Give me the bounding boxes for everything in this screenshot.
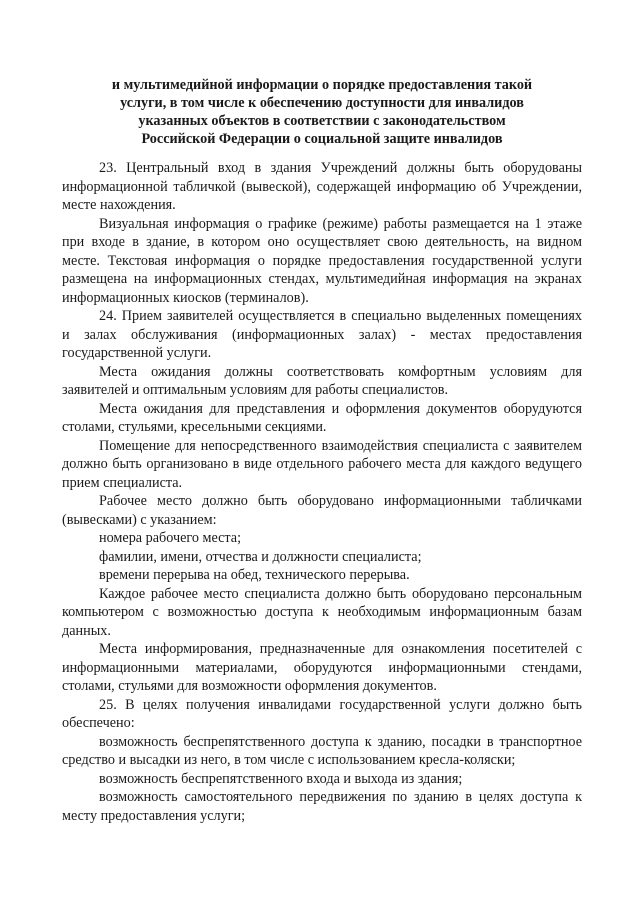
document-body bbox=[62, 159, 582, 825]
paragraph-interaction-room: Помещение для непосредственного взаимодействия специалиста с заявителем должно быть организовано в виде отдельного рабочего места для каждого ведущего прием специалиста. bbox=[62, 437, 582, 491]
paragraph-25-disabled-access: 25. В целях получения инвалидами государственной услуги должно быть обеспечено: bbox=[62, 696, 582, 731]
paragraph-waiting-equipment: Места ожидания для представления и оформления документов оборудуются столами, стульями, кресельными секциями. bbox=[62, 400, 582, 435]
paragraph-23-entrance: 23. Центральный вход в здания Учреждений должны быть оборудованы информационной табличкой (вывеской), содержащей информацию об Учреждении, месте нахождения. bbox=[62, 160, 582, 213]
paragraph-workplace-computer: Каждое рабочее место специалиста должно быть оборудовано персональным компьютером с возможностью доступа к необходимым информационным базам данных. bbox=[62, 585, 582, 639]
paragraph-waiting-places: Места ожидания должны соответствовать комфортным условиям для заявителей и оптимальным условиям для работы специалистов. bbox=[62, 363, 582, 398]
heading-line: указанных объектов в соответствии с законодательством bbox=[138, 113, 506, 129]
section-heading bbox=[62, 76, 582, 148]
list-item: возможность беспрепятственного доступа к зданию, посадки в транспортное средство и высадки из него, в том числе с использованием кресла-коляски; bbox=[62, 733, 582, 768]
heading-line: Российской Федерации о социальной защите инвалидов bbox=[141, 131, 503, 147]
paragraph-visual-info: Визуальная информация о графике (режиме) работы размещается на 1 этаже при входе в здание, в котором оно осуществляет свою деятельность, на видном месте. Текстовая информация о порядке предоставления государственной услуги размещена на информационных стендах, мультимедийная информация на экранах информационных киосков (терминалов). bbox=[62, 215, 582, 306]
list-item: фамилии, имени, отчества и должности специалиста; bbox=[99, 548, 422, 565]
list-item: возможность самостоятельного передвижения по зданию в целях доступа к месту предоставления услуги; bbox=[62, 789, 582, 824]
list-item: возможность беспрепятственного входа и выхода из здания; bbox=[99, 770, 463, 787]
heading-line: и мультимедийной информации о порядке предоставления такой bbox=[111, 77, 533, 93]
paragraph-24-reception: 24. Прием заявителей осуществляется в специально выделенных помещениях и залах обслуживания (информационных залах) - местах предоставления государственной услуги. bbox=[62, 308, 582, 361]
list-item: номера рабочего места; bbox=[99, 530, 242, 546]
heading-line: услуги, в том числе к обеспечению доступности для инвалидов bbox=[120, 95, 524, 111]
paragraph-info-places: Места информирования, предназначенные для ознакомления посетителей с информационными материалами, оборудуются информационными стендами, столами, стульями для возможности оформления документов. bbox=[62, 641, 582, 694]
list-item: времени перерыва на обед, технического перерыва. bbox=[99, 567, 410, 583]
paragraph-workplace-signs: Рабочее место должно быть оборудовано информационными табличками (вывесками) с указанием: bbox=[62, 493, 582, 528]
